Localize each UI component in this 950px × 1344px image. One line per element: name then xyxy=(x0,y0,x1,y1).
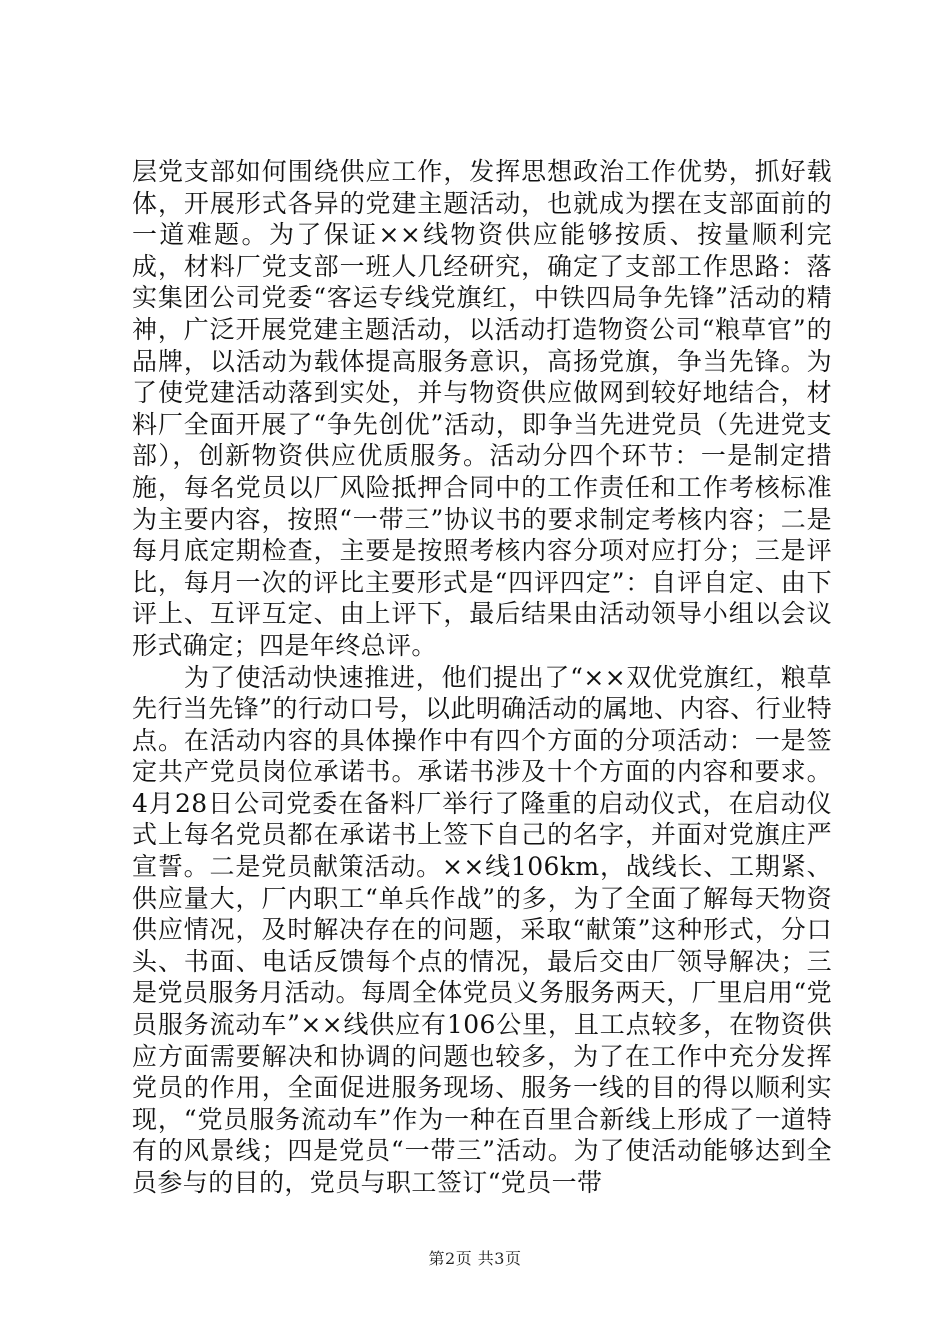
page-number-footer: 第2页 共3页 xyxy=(428,1249,522,1268)
paragraph-2: 为了使活动快速推进，他们提出了“××双优党旗红，粮草先行当先锋”的行动口号，以此明确活动的属地、内容、行业特点。在活动内容的具体操作中有四个方面的分项活动：一是签定共产党员岗位承诺书。承诺书涉及十个方面的内容和要求。4月28日公司党委在备料厂举行了隆重的启动仪式，在启动仪式上每名党员都在承诺书上签下自己的名字，并面对党旗庄严宣誓。二是党员献策活动。××线106km，战线长、工期紧、供应量大，厂内职工“单兵作战”的多，为了全面了解每天物资供应情况，及时解决存在的问题，采取“献策”这种形式，分口头、书面、电话反馈每个点的情况，最后交由厂领导解决；三是党员服务月活动。每周全体党员义务服务两天，厂里启用“党员服务流动车”××线供应有106公里，且工点较多，在物资供应方面需要解决和协调的问题也较多，为了在工作中充分发挥党员的作用，全面促进服务现场、服务一线的目的得以顺利实现，“党员服务流动车”作为一种在百里合新线上形成了一道特有的风景线；四是党员“一带三”活动。为了使活动能够达到全员参与的目的，党员与职工签订“党员一带 xyxy=(132,662,832,1197)
paragraph-1: 层党支部如何围绕供应工作，发挥思想政治工作优势，抓好载体，开展形式各异的党建主题活动，也就成为摆在支部面前的一道难题。为了保证××线物资供应能够按质、按量顺利完成，材料厂党支部一班人几经研究，确定了支部工作思路：落实集团公司党委“客运专线党旗红，中铁四局争先锋”活动的精神，广泛开展党建主题活动，以活动打造物资公司“粮草官”的品牌，以活动为载体提高服务意识，高扬党旗，争当先锋。为了使党建活动落到实处，并与物资供应做网到较好地结合，材料厂全面开展了“争先创优”活动，即争当先进党员（先进党支部），创新物资供应优质服务。活动分四个环节：一是制定措施，每名党员以厂风险抵押合同中的工作责任和工作考核标准为主要内容，按照“一带三”协议书的要求制定考核内容；二是每月底定期检查，主要是按照考核内容分项对应打分；三是评比，每月一次的评比主要形式是“四评四定”：自评自定、由下评上、互评互定、由上评下，最后结果由活动领导小组以会议形式确定；四是年终总评。 xyxy=(132,157,832,660)
document-body xyxy=(132,156,832,1199)
